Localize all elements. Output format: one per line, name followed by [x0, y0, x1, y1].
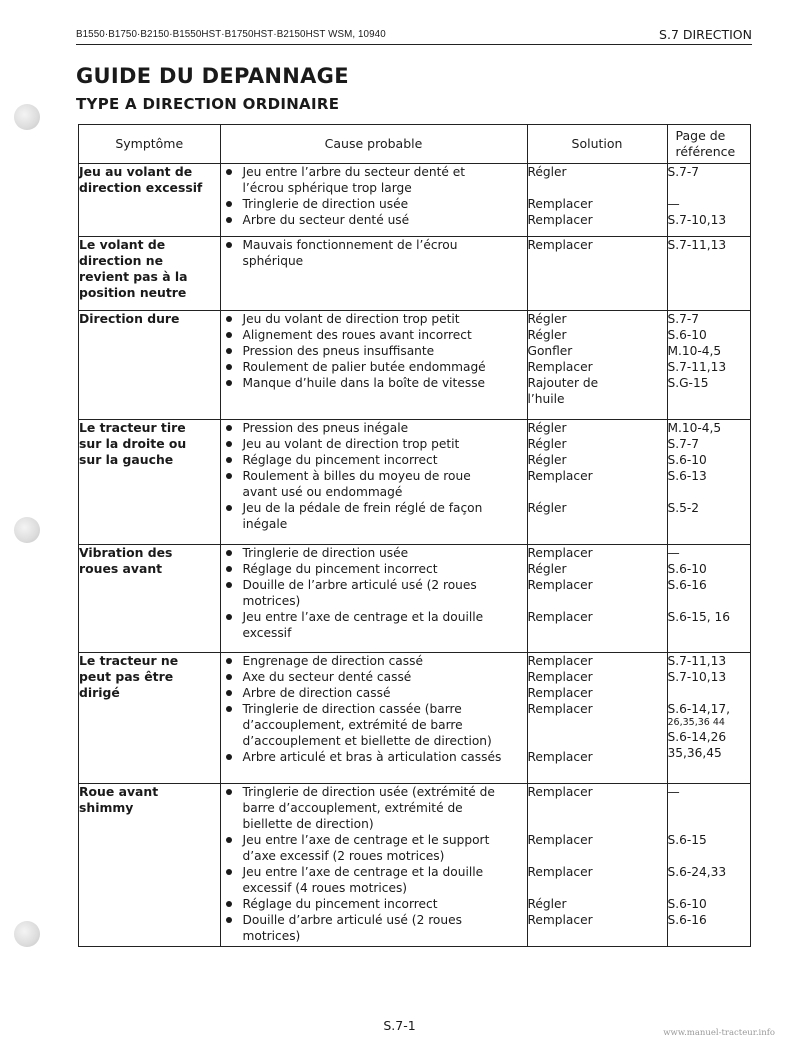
cause-line: Manque d’huile dans la boîte de vitesse [242, 376, 486, 391]
cause-line: Réglage du pincement incorrect [242, 452, 438, 467]
cause-line: Roulement de palier butée endommagé [242, 360, 486, 375]
table-body [79, 164, 750, 947]
solution-line: Remplacer [527, 213, 593, 227]
cause-item [221, 468, 527, 500]
cause-line: sphérique [242, 253, 304, 268]
cause-cell [220, 311, 527, 419]
page-title: GUIDE DU DEPANNAGE [76, 64, 349, 88]
symptom-line: sur la gauche [79, 451, 174, 467]
solution-line: Remplacer [527, 865, 593, 880]
symptom-line: Vibration des [79, 544, 173, 560]
table-row [79, 544, 750, 652]
table-row [79, 419, 750, 544]
solution-line [528, 484, 667, 500]
reference-line: — [667, 545, 680, 560]
reference-line: S.7-7 [667, 312, 700, 327]
table-row [79, 311, 750, 419]
cause-item [221, 164, 527, 196]
cause-line: Tringlerie de direction usée [242, 545, 409, 560]
symptom-line: roues avant [79, 560, 163, 576]
solution-line: Remplacer [527, 749, 593, 764]
solution-line: Remplacer [527, 653, 593, 668]
symptom-cell [79, 784, 220, 946]
solution-line: Remplacer [527, 237, 593, 252]
symptom-line: Le tracteur tire [79, 419, 186, 435]
solution-line [528, 733, 667, 749]
cause-line: barre d’accouplement, extrémité de [242, 801, 463, 816]
cause-item [221, 420, 527, 436]
cause-line: Arbre de direction cassé [242, 685, 391, 700]
reference-line: S.6-10 [667, 328, 707, 343]
header-models: B1550·B1750·B2150·B1550HST·B1750HST·B2150HST WSM, 10940 [76, 29, 386, 40]
cause-line: Arbre du secteur denté usé [242, 213, 410, 227]
solution-line: Régler [527, 500, 567, 515]
reference-line: M.10-4,5 [667, 344, 722, 359]
cause-line: Douille de l’arbre articulé usé (2 roues [242, 577, 477, 592]
reference-line: S.6-24,33 [667, 865, 727, 880]
solution-line [528, 717, 667, 733]
reference-line: S.7-11,13 [667, 360, 727, 375]
header-cause: Cause probable [220, 125, 527, 164]
reference-line: 35,36,45 [667, 745, 722, 760]
cause-item [221, 749, 527, 765]
symptom-cell [79, 311, 220, 419]
reference-line: S.6-15 [667, 833, 707, 848]
solution-cell [527, 652, 667, 783]
symptom-line: peut pas être [79, 668, 174, 684]
page-number: S.7-1 [383, 1018, 416, 1033]
cause-line: Jeu entre l’axe de centrage et la douille [242, 609, 484, 624]
reference-cell [667, 544, 750, 652]
solution-line: l’huile [527, 392, 565, 407]
cause-line: Mauvais fonctionnement de l’écrou [242, 237, 458, 252]
solution-line: Régler [527, 561, 567, 576]
symptom-line: revient pas à la [79, 268, 188, 284]
cause-line: excessif [242, 625, 292, 640]
cause-line: Jeu entre l’axe de centrage et le support [242, 833, 490, 848]
reference-line: S.7-7 [667, 436, 700, 451]
page-subtitle: TYPE A DIRECTION ORDINAIRE [76, 95, 340, 113]
solution-line [528, 816, 667, 832]
reference-line: S.6-16 [667, 913, 707, 928]
reference-cell [667, 164, 750, 237]
solution-line: Gonfler [527, 344, 573, 359]
cause-item [221, 896, 527, 912]
header-section: S.7 DIRECTION [659, 27, 752, 42]
cause-line: Tringlerie de direction usée (extrémité de [242, 785, 495, 800]
reference-line: S.6-10 [667, 897, 707, 912]
cause-item [221, 609, 527, 641]
reference-cell [667, 236, 750, 311]
cause-line: Douille d’arbre articulé usé (2 roues [242, 913, 462, 928]
solution-line: Remplacer [527, 669, 593, 684]
reference-line: S.7-11,13 [667, 237, 727, 252]
header-solution: Solution [527, 125, 667, 164]
header-reference [667, 125, 750, 164]
solution-line: Remplacer [527, 785, 593, 800]
symptom-line: sur la droite ou [79, 435, 187, 451]
cause-cell [220, 652, 527, 783]
cause-item [221, 311, 527, 327]
solution-line: Remplacer [527, 197, 593, 211]
reference-cell [667, 652, 750, 783]
symptom-line: Jeu au volant de [79, 164, 193, 179]
solution-line: Remplacer [527, 545, 593, 560]
cause-line: Engrenage de direction cassé [242, 653, 423, 668]
cause-line: motrices) [242, 593, 301, 608]
reference-line [668, 880, 751, 896]
cause-line: Jeu entre l’axe de centrage et la douille [242, 865, 484, 880]
cause-line: biellette de direction) [242, 817, 374, 832]
solution-line [528, 800, 667, 816]
cause-item [221, 375, 527, 391]
symptom-cell [79, 236, 220, 311]
cause-line: Jeu entre l’arbre du secteur denté et [242, 165, 466, 179]
solution-line: Remplacer [527, 609, 593, 624]
reference-line: S.6-14,17, [667, 701, 731, 716]
reference-line [668, 685, 751, 701]
cause-item [221, 196, 527, 212]
solution-line [528, 593, 667, 609]
symptom-cell [79, 164, 220, 237]
symptom-line: position neutre [79, 284, 187, 300]
cause-line: Tringlerie de direction cassée (barre [242, 701, 462, 716]
cause-line: l’écrou sphérique trop large [242, 181, 412, 195]
table-row [79, 164, 750, 237]
reference-line [668, 180, 751, 196]
cause-line: Pression des pneus insuffisante [242, 344, 435, 359]
cause-item [221, 327, 527, 343]
cause-item [221, 359, 527, 375]
reference-line: S.6-10 [667, 452, 707, 467]
reference-line: S.7-7 [667, 165, 700, 179]
cause-line: d’axe excessif (2 roues motrices) [242, 849, 445, 864]
cause-item [221, 545, 527, 561]
header-symptom: Symptôme [79, 125, 220, 164]
cause-line: Jeu du volant de direction trop petit [242, 312, 460, 327]
solution-cell [527, 544, 667, 652]
symptom-cell [79, 652, 220, 783]
cause-cell [220, 419, 527, 544]
cause-item [221, 832, 527, 864]
reference-cell [667, 784, 750, 946]
cause-item [221, 436, 527, 452]
reference-line: S.G-15 [667, 376, 709, 391]
cause-item [221, 561, 527, 577]
solution-line: Rajouter de [527, 376, 599, 391]
reference-line [668, 484, 751, 500]
symptom-line: direction excessif [79, 180, 203, 195]
table-row [79, 236, 750, 311]
reference-line: S.6-10 [667, 561, 707, 576]
cause-cell [220, 236, 527, 311]
reference-line: — [667, 785, 680, 800]
cause-line: Tringlerie de direction usée [242, 197, 409, 211]
solution-line: Remplacer [527, 577, 593, 592]
cause-item [221, 500, 527, 532]
cause-item [221, 212, 527, 228]
symptom-cell [79, 419, 220, 544]
reference-line: S.7-11,13 [667, 653, 727, 668]
solution-line: Remplacer [527, 685, 593, 700]
symptom-line: direction ne [79, 252, 164, 268]
cause-line: excessif (4 roues motrices) [242, 881, 408, 896]
table-row [79, 784, 750, 946]
solution-cell [527, 419, 667, 544]
reference-line: S.6-16 [667, 577, 707, 592]
header-reference-line: référence [675, 144, 736, 159]
solution-cell [527, 784, 667, 946]
symptom-line: dirigé [79, 684, 120, 700]
reference-line: S.6-15, 16 [667, 609, 731, 624]
page-header [76, 27, 752, 45]
solution-cell [527, 236, 667, 311]
reference-cell [667, 419, 750, 544]
solution-line [528, 880, 667, 896]
solution-line: Régler [527, 165, 567, 179]
cause-item [221, 237, 527, 269]
binder-hole-top [14, 104, 40, 130]
solution-line: Remplacer [527, 701, 593, 716]
cause-line: Pression des pneus inégale [242, 420, 409, 435]
cause-cell [220, 544, 527, 652]
cause-cell [220, 784, 527, 946]
solution-line: Remplacer [527, 913, 593, 928]
cause-line: motrices) [242, 929, 301, 944]
troubleshooting-table [78, 124, 751, 947]
solution-line [528, 848, 667, 864]
solution-line [528, 180, 667, 196]
binder-hole-bottom [14, 921, 40, 947]
solution-line: Remplacer [527, 833, 593, 848]
cause-item [221, 343, 527, 359]
reference-line: S.6-13 [667, 468, 707, 483]
cause-line: inégale [242, 516, 288, 531]
cause-item [221, 784, 527, 832]
reference-line [668, 593, 751, 609]
cause-line: Réglage du pincement incorrect [242, 897, 438, 912]
cause-line: Roulement à billes du moyeu de roue [242, 468, 471, 483]
reference-line: S.7-10,13 [667, 669, 727, 684]
reference-line [668, 800, 751, 816]
cause-cell [220, 164, 527, 237]
solution-line: Régler [527, 897, 567, 912]
reference-line [668, 848, 751, 864]
solution-line: Régler [527, 452, 567, 467]
symptom-line: Roue avant [79, 784, 159, 800]
cause-item [221, 701, 527, 749]
cause-item [221, 653, 527, 669]
table-header-row [79, 125, 750, 164]
cause-item [221, 912, 527, 944]
solution-line: Régler [527, 436, 567, 451]
watermark: www.manuel-tracteur.info [663, 1028, 775, 1038]
solution-cell [527, 164, 667, 237]
symptom-line: shimmy [79, 800, 134, 816]
header-reference-line: Page de [675, 128, 726, 143]
solution-line: Remplacer [527, 468, 593, 483]
solution-line: Régler [527, 328, 567, 343]
cause-item [221, 669, 527, 685]
cause-line: Arbre articulé et bras à articulation cassés [242, 749, 502, 764]
reference-line: M.10-4,5 [667, 420, 722, 435]
reference-cell [667, 311, 750, 419]
symptom-line: Direction dure [79, 311, 180, 327]
binder-hole-middle [14, 517, 40, 543]
cause-line: avant usé ou endommagé [242, 484, 403, 499]
symptom-line: Le volant de [79, 236, 166, 252]
solution-line: Remplacer [527, 360, 593, 375]
cause-line: d’accouplement, extrémité de barre [242, 717, 463, 732]
cause-item [221, 452, 527, 468]
cause-line: Axe du secteur denté cassé [242, 669, 412, 684]
table-row [79, 652, 750, 783]
cause-item [221, 864, 527, 896]
reference-line: 26,35,36 44 [667, 716, 725, 728]
reference-line [668, 816, 751, 832]
reference-line: S.6-14,26 [667, 729, 727, 744]
symptom-cell [79, 544, 220, 652]
cause-item [221, 685, 527, 701]
solution-cell [527, 311, 667, 419]
cause-line: Jeu de la pédale de frein réglé de façon [242, 500, 483, 515]
symptom-line: Le tracteur ne [79, 652, 179, 668]
troubleshooting-grid [79, 125, 750, 946]
cause-line: d’accouplement et biellette de direction) [242, 733, 492, 748]
solution-line: Régler [527, 312, 567, 327]
cause-line: Alignement des roues avant incorrect [242, 328, 472, 343]
cause-line: Réglage du pincement incorrect [242, 561, 438, 576]
reference-line: S.5-2 [667, 500, 700, 515]
cause-item [221, 577, 527, 609]
cause-line: Jeu au volant de direction trop petit [242, 436, 460, 451]
reference-line: — [667, 197, 680, 211]
solution-line: Régler [527, 420, 567, 435]
reference-line: S.7-10,13 [667, 213, 727, 227]
